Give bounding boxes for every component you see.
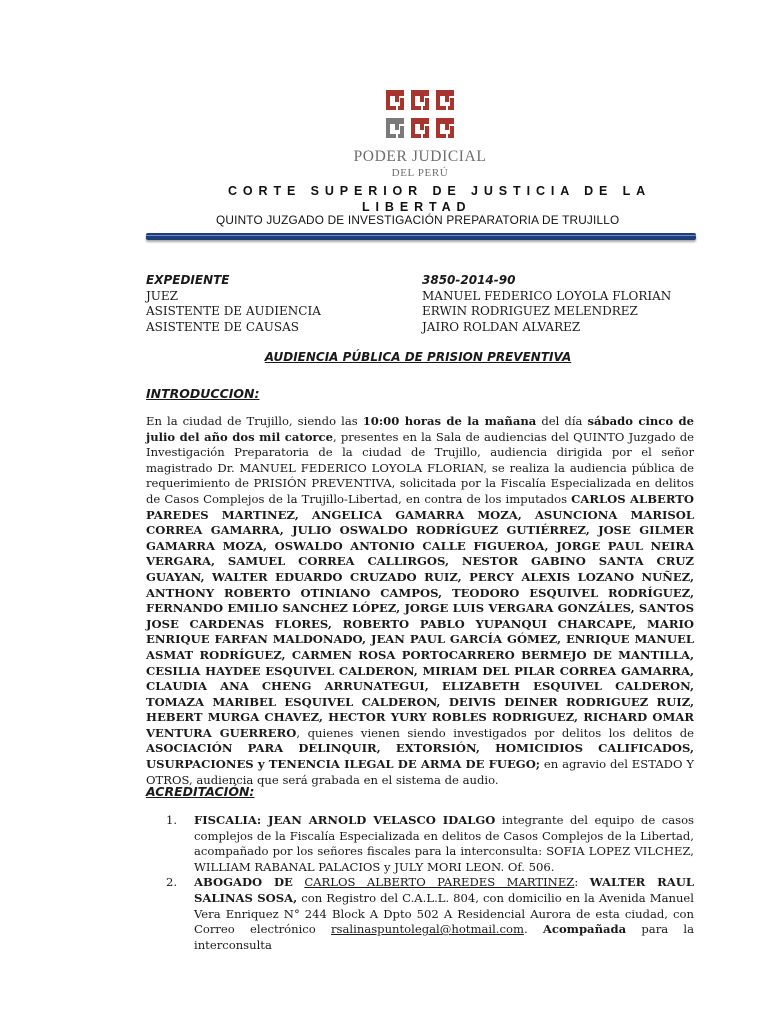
logo-text-del-peru: DEL PERÚ	[391, 167, 449, 179]
expediente-row	[146, 273, 706, 289]
lawyer-name: WALTER RAUL SALINAS SOSA,	[194, 875, 694, 905]
poder-judicial-logo	[340, 84, 500, 182]
expediente-label: EXPEDIENTE	[146, 273, 230, 287]
list-item	[166, 813, 694, 875]
intro-text: , presentes en la Sala de audiencias del QUINTO Juzgado de Investigación Preparatoria de la ciudad de Trujillo, audiencia dirigida por el señor magistrado Dr. MANUEL FEDERICO LOYOLA FLORIAN, se realiza la audiencia pública de requerimiento de PRISIÓN PREVENTIVA, solicitada por la Fiscalía Especializada en delitos de Casos Complejos de la Trujillo-Libertad, en contra de los imputados	[146, 429, 695, 506]
meta-row-juez	[146, 289, 706, 305]
acreditacion-heading: ACREDITACIÓN:	[146, 784, 255, 799]
item-text: :	[574, 875, 590, 890]
expediente-value: 3850-2014-90	[422, 273, 516, 287]
list-item	[166, 875, 694, 953]
abogado-label: ABOGADO DE	[194, 875, 293, 890]
intro-text: En la ciudad de Trujillo, siendo las	[146, 414, 363, 428]
poder-judicial-emblem-icon	[384, 88, 456, 142]
list-text	[194, 813, 694, 875]
introduccion-heading: INTRODUCCION:	[146, 386, 260, 401]
intro-text: en agravio del ESTADO Y OTROS, audiencia que será grabada en el sistema de audio.	[146, 757, 694, 787]
intro-delitos: ASOCIACIÓN PARA DELINQUIR, EXTORSIÓN, HOMICIDIOS CALIFICADOS, USURPACIONES y TENENCIA ILEGAL DE ARMA DE FUEGO;	[146, 741, 694, 772]
intro-date: sábado cinco de julio del año dos mil catorce	[146, 414, 694, 444]
meta-row-asistente-causas	[146, 320, 706, 336]
meta-label: ASISTENTE DE CAUSAS	[146, 319, 299, 334]
acompanada-label: Acompañada	[542, 922, 627, 937]
item-text: integrante del equipo de casos complejos de la Fiscalía Especializada en delitos de Casos Complejos de la Libertad, acompañado por los señores fiscales para la interconsulta: SOFIA LOPEZ VILCHEZ, WILLIAM RABANAL PALACIOS y JULY MORI LEON. Of. 506.	[194, 813, 694, 874]
court-title	[228, 183, 658, 215]
meta-value: JAIRO ROLDAN ALVAREZ	[422, 319, 581, 334]
list-text	[194, 875, 694, 953]
list-number: 1.	[166, 813, 178, 827]
item-text: .	[523, 922, 543, 937]
acreditacion-list	[166, 813, 694, 953]
client-name: CARLOS ALBERTO PAREDES MARTINEZ	[304, 875, 575, 890]
intro-time: 10:00 horas de la mañana	[362, 414, 537, 428]
court-title-line2: LIBERTAD	[362, 200, 472, 214]
case-metadata	[146, 273, 706, 335]
meta-label: ASISTENTE DE AUDIENCIA	[146, 304, 321, 318]
document-title: AUDIENCIA PÚBLICA DE PRISION PREVENTIVA	[264, 350, 572, 364]
introduccion-paragraph	[146, 414, 694, 788]
email-link[interactable]: rsalinaspuntolegal@hotmail.com	[331, 922, 524, 937]
meta-value: ERWIN RODRIGUEZ MELENDREZ	[422, 304, 638, 318]
item-text: para la interconsulta	[194, 922, 695, 952]
header-divider	[146, 233, 696, 240]
item-text: con Registro del C.A.L.L. 804, con domicilio en la Avenida Manuel Vera Enriquez N° 244 Block A Dpto 502 A Residencial Aurora de esta ciudad, con Correo electrónico	[194, 890, 694, 937]
court-subtitle: QUINTO JUZGADO DE INVESTIGACIÓN PREPARATORIA DE TRUJILLO	[216, 213, 620, 227]
logo-text-poder-judicial: PODER JUDICIAL	[353, 148, 487, 165]
meta-row-asistente-audiencia	[146, 304, 706, 320]
intro-text: del día	[536, 414, 588, 428]
court-title-line1: CORTE SUPERIOR DE JUSTICIA DE LA	[228, 184, 652, 198]
meta-label: JUEZ	[146, 288, 179, 303]
intro-imputados: CARLOS ALBERTO PAREDES MARTINEZ, ANGELICA GAMARRA MOZA, ASUNCIONA MARISOL CORREA GAMARRA, JULIO OSWALDO RODRÍGUEZ GUTIÉRREZ, JOSE GILMER GAMARRA MOZA, OSWALDO ANTONIO CALLE FIGUEROA, JORGE PAUL NEIRA VERGARA, SAMUEL CORREA CALLIRGOS, NESTOR GABINO SANTA CRUZ GUAYAN, WALTER EDUARDO CRUZADO RUIZ, PERCY ALEXIS LOZANO NUÑEZ, ANTHONY ROBERTO OTINIANO CAMPOS, TEODORO ESQUIVEL RODRÍGUEZ, FERNANDO EMILIO SANCHEZ LÓPEZ, JORGE LUIS VERGARA GONZÁLES, SANTOS JOSE CARDENAS FLORES, ROBERTO PABLO YUPANQUI CHARCAPE, MARIO ENRIQUE FARFAN MALDONADO, JEAN PAUL GARCÍA GÓMEZ, ENRIQUE MANUEL ASMAT RODRÍGUEZ, CARMEN ROSA PORTOCARRERO BERMEJO DE MANTILLA, CESILIA HAYDEE ESQUIVEL CALDERON, MIRIAM DEL PILAR CORREA GAMARRA, CLAUDIA ANA CHENG ARRUNATEGUI, ELIZABETH ESQUIVEL CALDERON, TOMAZA MARIBEL ESQUIVEL CALDERON, DEIVIS DEINER RODRIGUEZ RUIZ, HEBERT MURGA CHAVEZ, HECTOR YURY ROBLES RODRIGUEZ, RICHARD OMAR VENTURA GUERRERO	[146, 491, 694, 740]
meta-value: MANUEL FEDERICO LOYOLA FLORIAN	[422, 288, 672, 303]
list-number: 2.	[166, 875, 178, 890]
fiscal-name: FISCALIA: JEAN ARNOLD VELASCO IDALGO	[194, 813, 496, 827]
intro-text: , quienes vienen siendo investigados por delitos los delitos de	[296, 725, 694, 740]
